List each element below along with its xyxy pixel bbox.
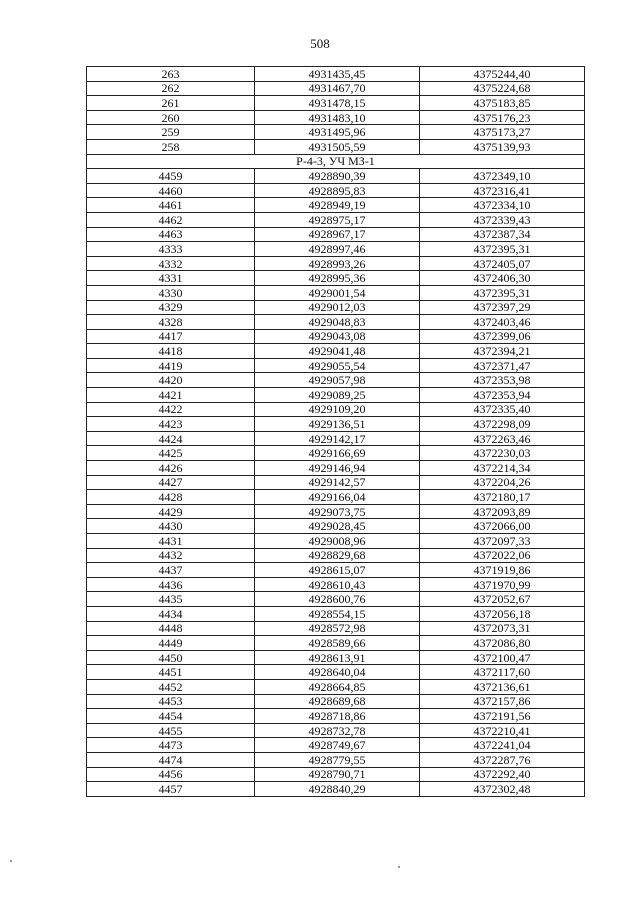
y-coordinate-cell: 4372298,09 <box>420 417 585 432</box>
y-coordinate-cell: 4372066,00 <box>420 519 585 534</box>
y-coordinate-cell: 4372157,86 <box>420 694 585 709</box>
point-number-cell: 260 <box>87 110 255 125</box>
point-number-cell: 4437 <box>87 563 255 578</box>
point-number-cell: 4457 <box>87 782 255 797</box>
y-coordinate-cell: 4372180,17 <box>420 490 585 505</box>
x-coordinate-cell: 4931505,59 <box>255 139 420 154</box>
point-number-cell: 4474 <box>87 752 255 767</box>
x-coordinate-cell: 4929142,57 <box>255 475 420 490</box>
x-coordinate-cell: 4928689,68 <box>255 694 420 709</box>
y-coordinate-cell: 4372292,40 <box>420 767 585 782</box>
y-coordinate-cell: 4372334,10 <box>420 198 585 213</box>
point-number-cell: 4430 <box>87 519 255 534</box>
table-row <box>87 621 585 636</box>
x-coordinate-cell: 4928779,55 <box>255 752 420 767</box>
table-row <box>87 636 585 651</box>
y-coordinate-cell: 4375224,68 <box>420 81 585 96</box>
table-row <box>87 329 585 344</box>
section-label: Р-4-3, УЧ МЗ-1 <box>87 154 585 169</box>
table-row <box>87 461 585 476</box>
table-row <box>87 752 585 767</box>
point-number-cell: 4456 <box>87 767 255 782</box>
table-row <box>87 110 585 125</box>
y-coordinate-cell: 4372214,34 <box>420 461 585 476</box>
x-coordinate-cell: 4928975,17 <box>255 212 420 227</box>
section-header-row <box>87 154 585 169</box>
table-row <box>87 256 585 271</box>
x-coordinate-cell: 4929089,25 <box>255 388 420 403</box>
x-coordinate-cell: 4929001,54 <box>255 285 420 300</box>
y-coordinate-cell: 4372093,89 <box>420 504 585 519</box>
y-coordinate-cell: 4372405,07 <box>420 256 585 271</box>
table-row <box>87 534 585 549</box>
point-number-cell: 4423 <box>87 417 255 432</box>
point-number-cell: 4434 <box>87 606 255 621</box>
table-row <box>87 388 585 403</box>
page-number: 508 <box>310 36 330 51</box>
point-number-cell: 4435 <box>87 592 255 607</box>
table-row <box>87 242 585 257</box>
x-coordinate-cell: 4928589,66 <box>255 636 420 651</box>
y-coordinate-cell: 4371919,86 <box>420 563 585 578</box>
x-coordinate-cell: 4928554,15 <box>255 606 420 621</box>
scan-speck <box>10 860 12 862</box>
table-row <box>87 679 585 694</box>
point-number-cell: 4333 <box>87 242 255 257</box>
y-coordinate-cell: 4372399,06 <box>420 329 585 344</box>
point-number-cell: 4428 <box>87 490 255 505</box>
y-coordinate-cell: 4372387,34 <box>420 227 585 242</box>
coordinates-table <box>86 66 585 797</box>
table-row <box>87 490 585 505</box>
y-coordinate-cell: 4372052,67 <box>420 592 585 607</box>
y-coordinate-cell: 4372100,47 <box>420 650 585 665</box>
table-row <box>87 738 585 753</box>
y-coordinate-cell: 4372241,04 <box>420 738 585 753</box>
y-coordinate-cell: 4372406,30 <box>420 271 585 286</box>
y-coordinate-cell: 4372230,03 <box>420 446 585 461</box>
table-row <box>87 782 585 797</box>
table-row <box>87 548 585 563</box>
point-number-cell: 258 <box>87 139 255 154</box>
table-row <box>87 709 585 724</box>
point-number-cell: 4331 <box>87 271 255 286</box>
x-coordinate-cell: 4929109,20 <box>255 402 420 417</box>
table-row <box>87 431 585 446</box>
point-number-cell: 4426 <box>87 461 255 476</box>
table-row <box>87 592 585 607</box>
table-row <box>87 767 585 782</box>
point-number-cell: 4420 <box>87 373 255 388</box>
table-row <box>87 315 585 330</box>
table-row <box>87 67 585 82</box>
x-coordinate-cell: 4928615,07 <box>255 563 420 578</box>
x-coordinate-cell: 4931495,96 <box>255 125 420 140</box>
point-number-cell: 4421 <box>87 388 255 403</box>
table-row <box>87 344 585 359</box>
point-number-cell: 4460 <box>87 183 255 198</box>
y-coordinate-cell: 4375183,85 <box>420 96 585 111</box>
y-coordinate-cell: 4375139,93 <box>420 139 585 154</box>
y-coordinate-cell: 4372136,61 <box>420 679 585 694</box>
table-row <box>87 650 585 665</box>
x-coordinate-cell: 4928664,85 <box>255 679 420 694</box>
table-row <box>87 358 585 373</box>
y-coordinate-cell: 4372204,26 <box>420 475 585 490</box>
point-number-cell: 4452 <box>87 679 255 694</box>
point-number-cell: 4424 <box>87 431 255 446</box>
x-coordinate-cell: 4928613,91 <box>255 650 420 665</box>
x-coordinate-cell: 4929008,96 <box>255 534 420 549</box>
point-number-cell: 4459 <box>87 169 255 184</box>
table-row <box>87 81 585 96</box>
x-coordinate-cell: 4929028,45 <box>255 519 420 534</box>
y-coordinate-cell: 4372335,40 <box>420 402 585 417</box>
y-coordinate-cell: 4372395,31 <box>420 242 585 257</box>
x-coordinate-cell: 4931478,15 <box>255 96 420 111</box>
point-number-cell: 4330 <box>87 285 255 300</box>
table-row <box>87 198 585 213</box>
point-number-cell: 4454 <box>87 709 255 724</box>
point-number-cell: 4328 <box>87 315 255 330</box>
y-coordinate-cell: 4372395,31 <box>420 285 585 300</box>
point-number-cell: 4332 <box>87 256 255 271</box>
y-coordinate-cell: 4375244,40 <box>420 67 585 82</box>
table-row <box>87 125 585 140</box>
table-row <box>87 723 585 738</box>
x-coordinate-cell: 4929136,51 <box>255 417 420 432</box>
x-coordinate-cell: 4929166,69 <box>255 446 420 461</box>
x-coordinate-cell: 4928610,43 <box>255 577 420 592</box>
point-number-cell: 4418 <box>87 344 255 359</box>
point-number-cell: 4419 <box>87 358 255 373</box>
table-row <box>87 577 585 592</box>
x-coordinate-cell: 4929043,08 <box>255 329 420 344</box>
point-number-cell: 4450 <box>87 650 255 665</box>
table-row <box>87 169 585 184</box>
point-number-cell: 262 <box>87 81 255 96</box>
table-row <box>87 139 585 154</box>
y-coordinate-cell: 4372353,98 <box>420 373 585 388</box>
y-coordinate-cell: 4372397,29 <box>420 300 585 315</box>
table-row <box>87 606 585 621</box>
x-coordinate-cell: 4929055,54 <box>255 358 420 373</box>
table-row <box>87 665 585 680</box>
point-number-cell: 263 <box>87 67 255 82</box>
table-row <box>87 373 585 388</box>
x-coordinate-cell: 4928749,67 <box>255 738 420 753</box>
point-number-cell: 4329 <box>87 300 255 315</box>
y-coordinate-cell: 4372210,41 <box>420 723 585 738</box>
y-coordinate-cell: 4372117,60 <box>420 665 585 680</box>
point-number-cell: 4451 <box>87 665 255 680</box>
point-number-cell: 4455 <box>87 723 255 738</box>
y-coordinate-cell: 4371970,99 <box>420 577 585 592</box>
table-row <box>87 212 585 227</box>
point-number-cell: 4473 <box>87 738 255 753</box>
table-row <box>87 694 585 709</box>
y-coordinate-cell: 4372022,06 <box>420 548 585 563</box>
x-coordinate-cell: 4929146,94 <box>255 461 420 476</box>
point-number-cell: 4461 <box>87 198 255 213</box>
point-number-cell: 4436 <box>87 577 255 592</box>
x-coordinate-cell: 4931435,45 <box>255 67 420 82</box>
y-coordinate-cell: 4372086,80 <box>420 636 585 651</box>
table-row <box>87 519 585 534</box>
point-number-cell: 4431 <box>87 534 255 549</box>
x-coordinate-cell: 4929012,03 <box>255 300 420 315</box>
table-row <box>87 300 585 315</box>
x-coordinate-cell: 4928967,17 <box>255 227 420 242</box>
point-number-cell: 4425 <box>87 446 255 461</box>
point-number-cell: 4422 <box>87 402 255 417</box>
x-coordinate-cell: 4929142,17 <box>255 431 420 446</box>
y-coordinate-cell: 4375176,23 <box>420 110 585 125</box>
point-number-cell: 4463 <box>87 227 255 242</box>
x-coordinate-cell: 4928718,86 <box>255 709 420 724</box>
point-number-cell: 4462 <box>87 212 255 227</box>
x-coordinate-cell: 4928600,76 <box>255 592 420 607</box>
y-coordinate-cell: 4372339,43 <box>420 212 585 227</box>
x-coordinate-cell: 4929073,75 <box>255 504 420 519</box>
table-row <box>87 271 585 286</box>
point-number-cell: 261 <box>87 96 255 111</box>
y-coordinate-cell: 4372191,56 <box>420 709 585 724</box>
y-coordinate-cell: 4372403,46 <box>420 315 585 330</box>
table-row <box>87 96 585 111</box>
y-coordinate-cell: 4372287,76 <box>420 752 585 767</box>
x-coordinate-cell: 4929166,04 <box>255 490 420 505</box>
x-coordinate-cell: 4928993,26 <box>255 256 420 271</box>
y-coordinate-cell: 4372394,21 <box>420 344 585 359</box>
table-row <box>87 285 585 300</box>
y-coordinate-cell: 4372302,48 <box>420 782 585 797</box>
x-coordinate-cell: 4928829,68 <box>255 548 420 563</box>
table-row <box>87 183 585 198</box>
x-coordinate-cell: 4928995,36 <box>255 271 420 286</box>
point-number-cell: 4448 <box>87 621 255 636</box>
table-row <box>87 446 585 461</box>
point-number-cell: 4432 <box>87 548 255 563</box>
table-row <box>87 504 585 519</box>
table-row <box>87 417 585 432</box>
point-number-cell: 4429 <box>87 504 255 519</box>
x-coordinate-cell: 4928790,71 <box>255 767 420 782</box>
x-coordinate-cell: 4928840,29 <box>255 782 420 797</box>
point-number-cell: 259 <box>87 125 255 140</box>
table-row <box>87 563 585 578</box>
y-coordinate-cell: 4372353,94 <box>420 388 585 403</box>
y-coordinate-cell: 4372263,46 <box>420 431 585 446</box>
table-row <box>87 402 585 417</box>
y-coordinate-cell: 4375173,27 <box>420 125 585 140</box>
x-coordinate-cell: 4928640,04 <box>255 665 420 680</box>
x-coordinate-cell: 4928732,78 <box>255 723 420 738</box>
y-coordinate-cell: 4372097,33 <box>420 534 585 549</box>
x-coordinate-cell: 4928890,39 <box>255 169 420 184</box>
point-number-cell: 4449 <box>87 636 255 651</box>
table-row <box>87 227 585 242</box>
y-coordinate-cell: 4372316,41 <box>420 183 585 198</box>
scan-speck <box>398 866 400 868</box>
x-coordinate-cell: 4928949,19 <box>255 198 420 213</box>
y-coordinate-cell: 4372073,31 <box>420 621 585 636</box>
x-coordinate-cell: 4929057,98 <box>255 373 420 388</box>
point-number-cell: 4417 <box>87 329 255 344</box>
coordinates-table-body <box>87 67 585 797</box>
table-row <box>87 475 585 490</box>
x-coordinate-cell: 4929048,83 <box>255 315 420 330</box>
x-coordinate-cell: 4928895,83 <box>255 183 420 198</box>
x-coordinate-cell: 4931467,70 <box>255 81 420 96</box>
point-number-cell: 4453 <box>87 694 255 709</box>
y-coordinate-cell: 4372371,47 <box>420 358 585 373</box>
x-coordinate-cell: 4931483,10 <box>255 110 420 125</box>
y-coordinate-cell: 4372056,18 <box>420 606 585 621</box>
x-coordinate-cell: 4928997,46 <box>255 242 420 257</box>
x-coordinate-cell: 4928572,98 <box>255 621 420 636</box>
x-coordinate-cell: 4929041,48 <box>255 344 420 359</box>
y-coordinate-cell: 4372349,10 <box>420 169 585 184</box>
point-number-cell: 4427 <box>87 475 255 490</box>
